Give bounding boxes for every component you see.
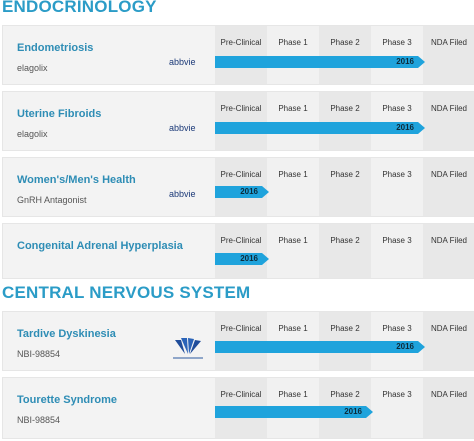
program-drug: NBI-98854: [17, 349, 61, 359]
progress-bar: [215, 122, 418, 134]
stage-header: Phase 2: [330, 324, 360, 333]
stage-header: Phase 1: [278, 324, 308, 333]
stage-header: Phase 2: [330, 390, 360, 399]
stage-columns: [215, 26, 474, 84]
progress-bar: [215, 253, 262, 265]
stage-header: Phase 3: [382, 170, 412, 179]
progress-bar: [215, 406, 366, 418]
stage-header: Phase 2: [330, 236, 360, 245]
abbvie-logo-icon: [169, 57, 209, 67]
svg-text:abbvie: abbvie: [169, 57, 196, 67]
program-drug: NBI-98854: [17, 415, 61, 425]
partner-logo-icon: [169, 336, 207, 362]
program-name[interactable]: Tourette Syndrome: [17, 394, 118, 406]
stage-header: Pre-Clinical: [220, 236, 262, 245]
stage-header: Phase 2: [330, 104, 360, 113]
stage-header: Pre-Clinical: [220, 170, 262, 179]
stage-header: NDA Filed: [430, 324, 467, 333]
section-title-central-nervous-system: CENTRAL NERVOUS SYSTEM: [2, 283, 251, 302]
stage-columns: [215, 224, 474, 278]
stage-header: Phase 1: [278, 236, 308, 245]
stage-columns: [215, 92, 474, 150]
stage-header: NDA Filed: [430, 236, 467, 245]
program-drug: GnRH Antagonist: [17, 195, 87, 205]
progress-year: 2016: [396, 57, 414, 66]
program-name[interactable]: Women's/Men's Health: [17, 174, 136, 186]
svg-text:abbvie: abbvie: [169, 123, 196, 133]
stage-header: Phase 3: [382, 38, 412, 47]
program-name[interactable]: Endometriosis: [17, 42, 94, 54]
pipeline-card-womens-mens-health: [2, 157, 474, 217]
pipeline-card-uterine-fibroids: [2, 91, 474, 151]
progress-bar: [215, 56, 418, 68]
abbvie-logo-icon: [169, 189, 209, 199]
pipeline-card-tardive-dyskinesia: [2, 311, 474, 371]
progress-year: 2016: [396, 123, 414, 132]
stage-header: Phase 1: [278, 170, 308, 179]
stage-header: NDA Filed: [430, 104, 467, 113]
stage-header: Phase 2: [330, 38, 360, 47]
svg-text:abbvie: abbvie: [169, 189, 196, 199]
program-name[interactable]: Congenital Adrenal Hyperplasia: [17, 240, 183, 252]
stage-header: Phase 3: [382, 390, 412, 399]
program-drug: elagolix: [17, 63, 48, 73]
stage-header: NDA Filed: [430, 390, 467, 399]
stage-header: Phase 1: [278, 38, 308, 47]
progress-bar: [215, 341, 418, 353]
stage-header: Pre-Clinical: [220, 38, 262, 47]
stage-header: Phase 2: [330, 170, 360, 179]
stage-header: Phase 3: [382, 104, 412, 113]
stage-header: Phase 3: [382, 236, 412, 245]
progress-year: 2016: [240, 187, 258, 196]
section-title-endocrinology: ENDOCRINOLOGY: [2, 0, 157, 16]
progress-bar: [215, 186, 262, 198]
program-name[interactable]: Uterine Fibroids: [17, 108, 102, 120]
abbvie-logo-icon: [169, 123, 209, 133]
progress-year: 2016: [240, 254, 258, 263]
stage-header: Phase 1: [278, 390, 308, 399]
stage-header: Phase 3: [382, 324, 412, 333]
stage-header: Pre-Clinical: [220, 324, 262, 333]
stage-header: Pre-Clinical: [220, 390, 262, 399]
progress-year: 2016: [344, 407, 362, 416]
program-drug: elagolix: [17, 129, 48, 139]
progress-year: 2016: [396, 342, 414, 351]
pipeline-card-tourette-syndrome: [2, 377, 474, 439]
stage-header: Pre-Clinical: [220, 104, 262, 113]
pipeline-card-congenital-adrenal-hyperplasia: [2, 223, 474, 279]
stage-header: Phase 1: [278, 104, 308, 113]
pipeline-card-endometriosis: [2, 25, 474, 85]
stage-header: NDA Filed: [430, 38, 467, 47]
program-name[interactable]: Tardive Dyskinesia: [17, 328, 116, 340]
stage-header: NDA Filed: [430, 170, 467, 179]
